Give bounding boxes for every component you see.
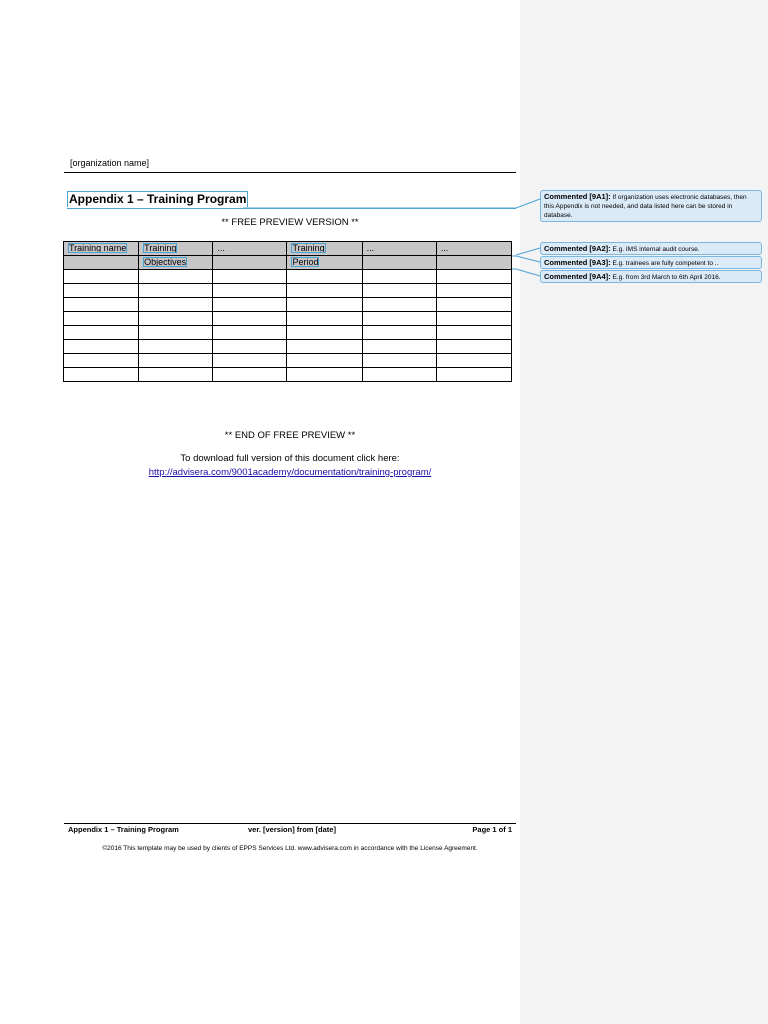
- copyright-notice: ©2016 This template may be used by clients of EPPS Services Ltd. www.advisera.com in accordance with the License Agreement.: [102, 845, 478, 852]
- table-cell[interactable]: [436, 354, 511, 368]
- header-cell[interactable]: [213, 242, 287, 256]
- header-cell[interactable]: [64, 242, 139, 256]
- download-link-container: [64, 467, 516, 478]
- end-preview-label: ** END OF FREE PREVIEW **: [224, 430, 356, 441]
- table-cell[interactable]: [139, 368, 213, 382]
- table-cell[interactable]: [362, 340, 436, 354]
- table-cell[interactable]: [64, 298, 139, 312]
- comment-9a3[interactable]: [540, 256, 762, 269]
- table-cell[interactable]: [287, 298, 362, 312]
- training-program-table: [63, 241, 512, 382]
- table-cell[interactable]: [64, 312, 139, 326]
- table-cell[interactable]: [436, 312, 511, 326]
- table-row: [64, 326, 512, 340]
- table-cell[interactable]: [362, 298, 436, 312]
- table-cell[interactable]: [362, 270, 436, 284]
- table-cell[interactable]: [287, 368, 362, 382]
- comment-label: Commented [9A1]:: [544, 192, 611, 201]
- header-training-name: Training name: [69, 243, 127, 253]
- table-cell[interactable]: [64, 270, 139, 284]
- table-cell[interactable]: [213, 368, 287, 382]
- table-cell[interactable]: [139, 326, 213, 340]
- comment-text: E.g. trainees are fully competent to ..: [612, 260, 719, 267]
- table-row: [64, 284, 512, 298]
- header-cell[interactable]: [362, 242, 436, 256]
- table-cell[interactable]: [64, 326, 139, 340]
- table-cell[interactable]: [213, 354, 287, 368]
- header-cell[interactable]: [213, 256, 287, 270]
- header-objectives: Objectives: [144, 257, 187, 267]
- table-cell[interactable]: [64, 368, 139, 382]
- table-row: [64, 298, 512, 312]
- header-ellipsis: ...: [440, 243, 449, 253]
- header-cell[interactable]: [436, 256, 511, 270]
- table-cell[interactable]: [139, 270, 213, 284]
- download-instructions: To download full version of this document click here:: [180, 453, 400, 464]
- free-preview-label: ** FREE PREVIEW VERSION **: [221, 217, 359, 228]
- header-cell[interactable]: [139, 242, 213, 256]
- footer-page-number: Page 1 of 1: [472, 825, 512, 834]
- table-cell[interactable]: [213, 312, 287, 326]
- table-cell[interactable]: [436, 298, 511, 312]
- table-row: [64, 354, 512, 368]
- document-title: [67, 191, 516, 209]
- comment-label: Commented [9A2]:: [544, 244, 611, 253]
- header-cell[interactable]: [64, 256, 139, 270]
- header-training-period: Training: [292, 243, 325, 253]
- comments-pane: [520, 0, 768, 1024]
- comment-text: E.g. IMS internal audit course.: [612, 246, 700, 253]
- page-header: [64, 158, 516, 173]
- table-cell[interactable]: [213, 298, 287, 312]
- table-header-row: [64, 256, 512, 270]
- table-cell[interactable]: [64, 354, 139, 368]
- table-row: [64, 270, 512, 284]
- table-cell[interactable]: [64, 340, 139, 354]
- table-cell[interactable]: [139, 340, 213, 354]
- table-cell[interactable]: [139, 312, 213, 326]
- footer-version: ver. [version] from [date]: [248, 825, 336, 834]
- table-row: [64, 368, 512, 382]
- footer-title: Appendix 1 – Training Program: [68, 825, 179, 834]
- comment-label: Commented [9A4]:: [544, 272, 611, 281]
- table-cell[interactable]: [139, 354, 213, 368]
- table-cell[interactable]: [213, 326, 287, 340]
- header-cell[interactable]: [287, 242, 362, 256]
- table-cell[interactable]: [436, 284, 511, 298]
- table-cell[interactable]: [287, 312, 362, 326]
- comment-9a4[interactable]: [540, 270, 762, 283]
- comment-label: Commented [9A3]:: [544, 258, 611, 267]
- table-cell[interactable]: [436, 270, 511, 284]
- table-header-row: [64, 242, 512, 256]
- organization-name: [organization name]: [70, 158, 150, 168]
- header-cell[interactable]: [139, 256, 213, 270]
- header-cell[interactable]: [362, 256, 436, 270]
- page-footer: [64, 823, 516, 836]
- header-cell[interactable]: [436, 242, 511, 256]
- table-cell[interactable]: [213, 340, 287, 354]
- table-cell[interactable]: [362, 326, 436, 340]
- header-training-objectives: Training: [144, 243, 177, 253]
- table-cell[interactable]: [213, 284, 287, 298]
- table-cell[interactable]: [436, 368, 511, 382]
- download-link[interactable]: http://advisera.com/9001academy/documentation/training-program/: [148, 467, 432, 478]
- comment-text: E.g. from 3rd March to 6th April 2016.: [612, 274, 721, 281]
- table-cell[interactable]: [362, 368, 436, 382]
- table-cell[interactable]: [139, 298, 213, 312]
- table-cell[interactable]: [287, 354, 362, 368]
- table-cell[interactable]: [362, 312, 436, 326]
- table-cell[interactable]: [139, 284, 213, 298]
- title-text[interactable]: Appendix 1 – Training Program: [69, 192, 247, 206]
- header-period: Period: [292, 257, 319, 267]
- table-cell[interactable]: [213, 270, 287, 284]
- table-row: [64, 312, 512, 326]
- table-cell[interactable]: [436, 340, 511, 354]
- table-cell[interactable]: [287, 326, 362, 340]
- table-row: [64, 340, 512, 354]
- header-ellipsis: ...: [217, 243, 225, 253]
- header-ellipsis: ...: [366, 243, 375, 253]
- comment-text: If organization uses electronic databases, then this Appendix is not needed, and data listed here can be stored in database.: [544, 194, 747, 219]
- table-cell[interactable]: [64, 284, 139, 298]
- table-cell[interactable]: [287, 284, 362, 298]
- table-cell[interactable]: [362, 284, 436, 298]
- table-cell[interactable]: [287, 340, 362, 354]
- table-cell[interactable]: [362, 354, 436, 368]
- header-cell[interactable]: [287, 256, 362, 270]
- comment-9a2[interactable]: [540, 242, 762, 255]
- comment-9a1[interactable]: [540, 190, 762, 222]
- table-cell[interactable]: [287, 270, 362, 284]
- table-cell[interactable]: [436, 326, 511, 340]
